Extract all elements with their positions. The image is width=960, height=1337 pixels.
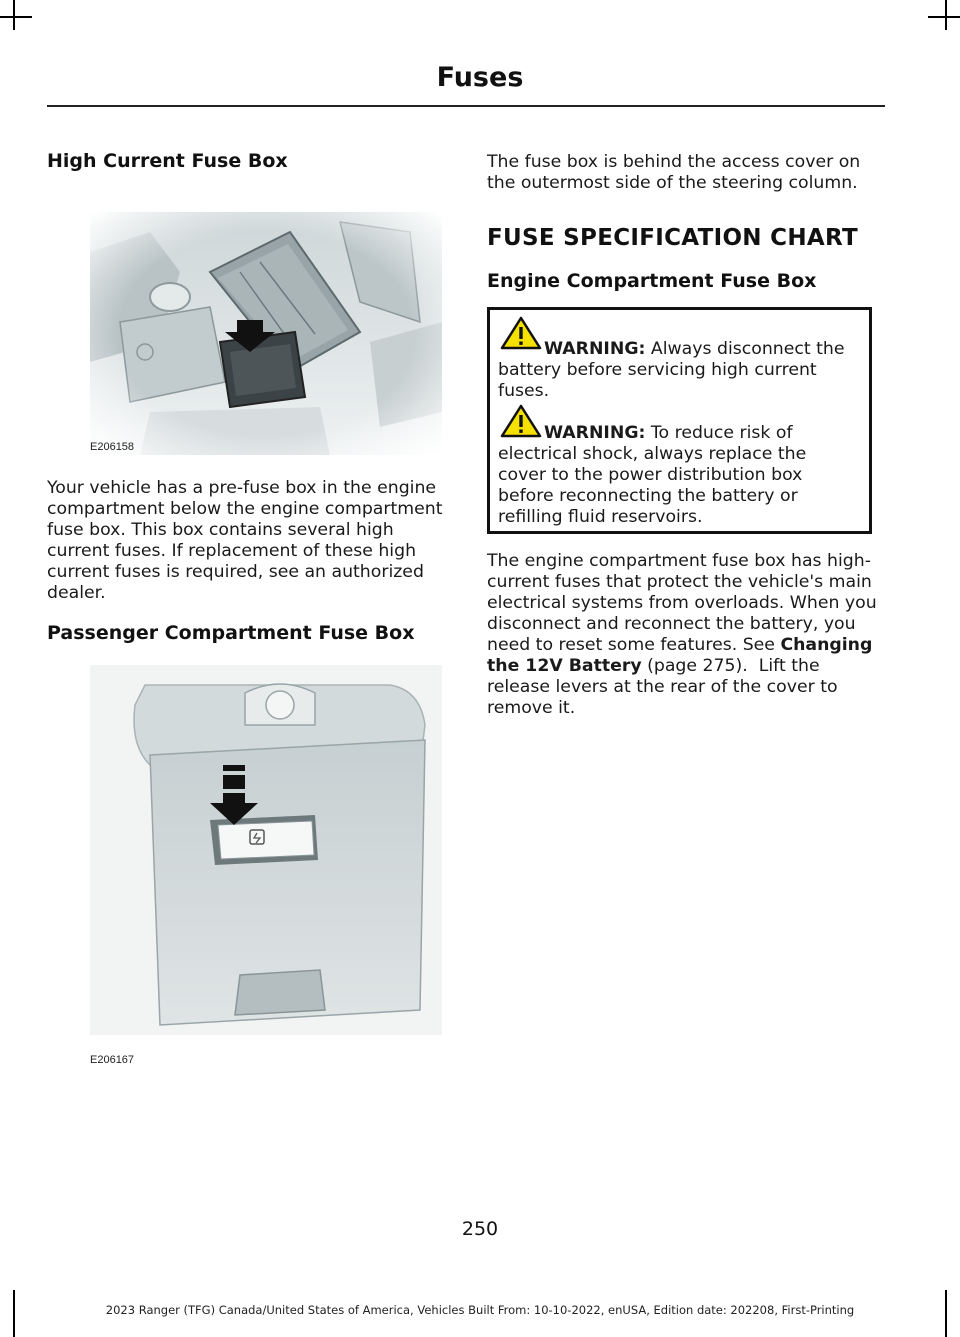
passenger-compartment-fuse-box-heading: Passenger Compartment Fuse Box [47,622,415,644]
passenger-fuse-box-access-cover-illustration [90,665,442,1035]
engine-text-part-a: The engine compartment fuse box has high-current fuses that protect the vehicle's main electrical systems from overloads. When you disconnect and reconnect the battery, you need to reset some features. See [487,551,877,655]
fuse-box-location-text: The fuse box is behind the access cover on the outermost side of the steering column. [487,152,861,193]
figure-code-e206167: E206167 [90,1054,135,1066]
header-divider [47,105,885,107]
engine-text-part-b: Lift the release levers at the rear of the cover to remove it. [487,656,838,718]
warning-battery-disconnect [498,339,870,402]
warning-label: WARNING: [544,339,646,359]
warning-box [487,307,872,534]
warning-electrical-shock [498,423,850,528]
page-number: 250 [461,1218,499,1240]
fuse-specification-chart-heading: FUSE SPECIFICATION CHART [487,225,858,251]
warning-text: Always disconnect the battery before servicing high current fuses. [498,339,845,401]
high-current-fuse-box-heading: High Current Fuse Box [47,150,288,172]
crop-mark-top-left-vertical [13,0,15,30]
warning-label: WARNING: [544,423,646,443]
crop-mark-left-horizontal [0,16,32,18]
engine-pre-fuse-box-illustration [90,212,442,455]
engine-compartment-fuse-box-heading: Engine Compartment Fuse Box [487,270,817,292]
figure-code-e206158: E206158 [90,441,135,453]
high-current-fuse-box-text: Your vehicle has a pre-fuse box in the engine compartment below the engine compartment fuse box. This box contains several high current fuses. If replacement of these high current fuses is required, see an authorized dealer. [47,478,443,603]
page-title: Fuses [436,62,524,93]
changing-battery-link[interactable]: Changing the 12V Battery [487,635,873,676]
page-reference: (page 275). [647,656,748,676]
footer-edition-info: 2023 Ranger (TFG) Canada/United States of America, Vehicles Built From: 10-10-2022, enUSA, Edition date: 202208, First-Printing [105,1303,855,1317]
warning-text: To reduce risk of electrical shock, always replace the cover to the power distribution box before reconnecting the battery or refilling fluid reservoirs. [498,423,807,527]
crop-mark-top-right-vertical [945,0,947,30]
engine-compartment-fuse-box-text [487,551,879,719]
crop-mark-right-horizontal [928,16,960,18]
